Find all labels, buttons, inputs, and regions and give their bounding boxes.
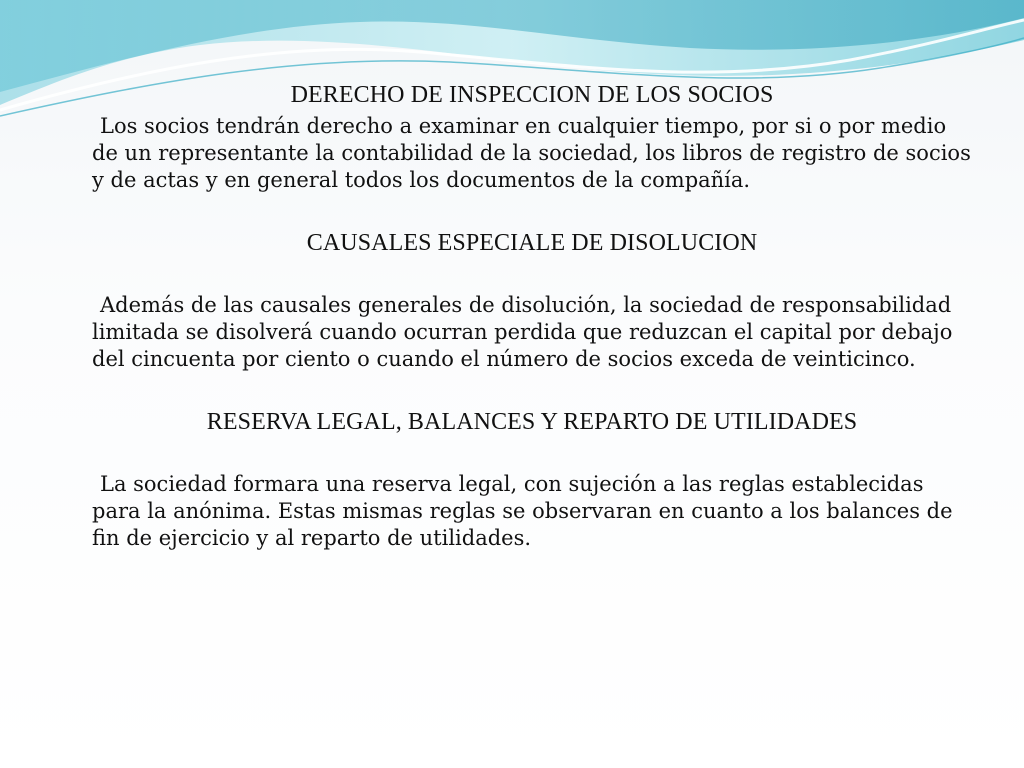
paragraph-inspection-rights: Los socios tendrán derecho a examinar en cualquier tiempo, por si o por medio de un representante la contabilidad de la sociedad, los libros de registro de socios y de actas y en general todos los documentos de la compañía. [92,114,971,192]
heading-legal-reserve: RESERVA LEGAL, BALANCES Y REPARTO DE UTILIDADES [206,409,858,435]
paragraph-legal-reserve: La sociedad formara una reserva legal, con sujeción a las reglas establecidas para la anónima. Estas mismas reglas se observaran en cuanto a los balances de fin de ejercicio y al reparto de utilidades. [92,472,953,550]
slide-content [92,80,972,552]
heading-dissolution-causes: CAUSALES ESPECIALE DE DISOLUCION [306,230,758,256]
heading-inspection-rights: DERECHO DE INSPECCION DE LOS SOCIOS [290,82,774,108]
paragraph-dissolution-causes: Además de las causales generales de disolución, la sociedad de responsabilidad limitada se disolverá cuando ocurran perdida que reduzcan el capital por debajo del cincuenta por ciento o cuando el número de socios exceda de veinticinco. [92,293,953,371]
